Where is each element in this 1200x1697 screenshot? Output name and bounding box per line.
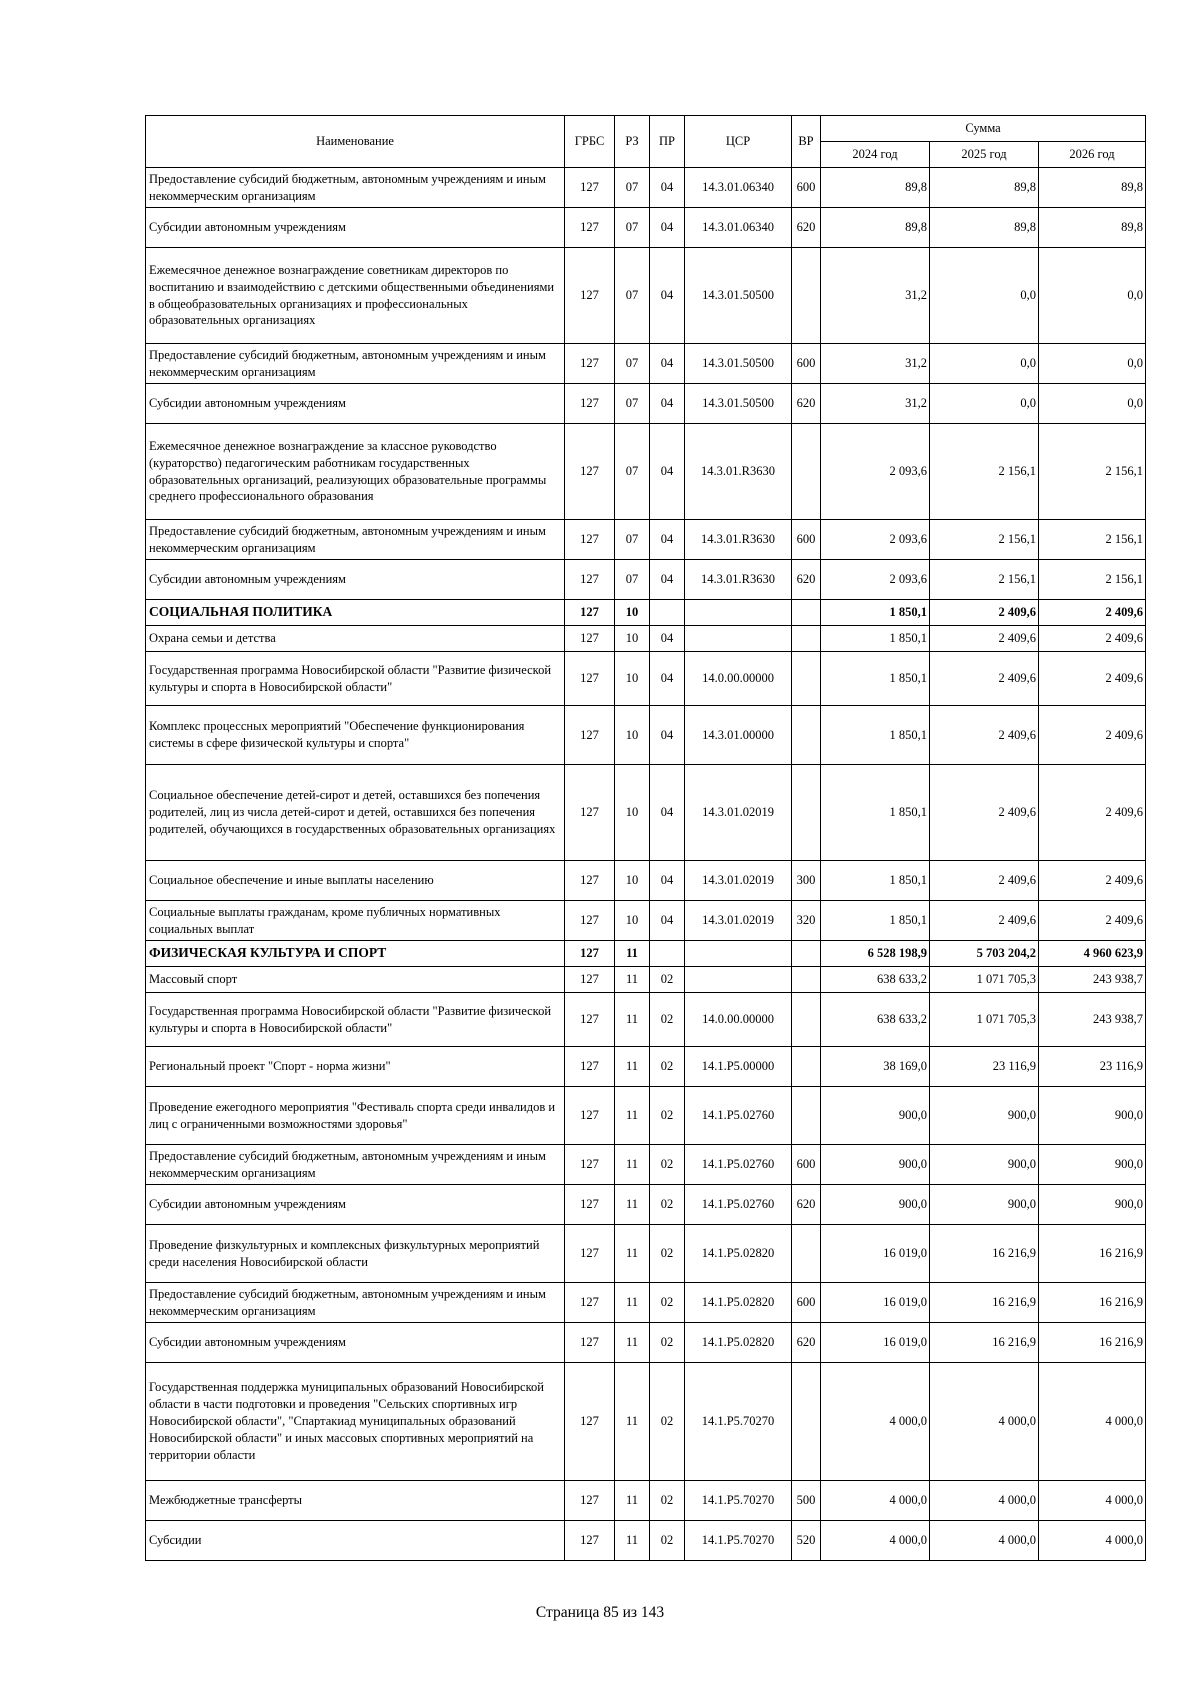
cell-vr: 600 — [792, 1145, 821, 1185]
cell-y2024: 1 850,1 — [821, 706, 930, 765]
table-row — [146, 626, 1146, 652]
cell-y2024: 1 850,1 — [821, 861, 930, 901]
cell-grbs: 127 — [565, 941, 615, 967]
cell-y2024: 4 000,0 — [821, 1363, 930, 1481]
table-row — [146, 861, 1146, 901]
cell-vr — [792, 1047, 821, 1087]
cell-name: Предоставление субсидий бюджетным, автономным учреждениям и иным некоммерческим организациям — [146, 344, 565, 384]
cell-grbs: 127 — [565, 344, 615, 384]
cell-rz: 11 — [615, 1521, 650, 1561]
table-row — [146, 941, 1146, 967]
cell-rz: 10 — [615, 706, 650, 765]
cell-y2025: 2 156,1 — [930, 520, 1039, 560]
cell-csr: 14.1.P5.70270 — [685, 1363, 792, 1481]
cell-rz: 10 — [615, 600, 650, 626]
cell-csr — [685, 600, 792, 626]
cell-y2025: 0,0 — [930, 344, 1039, 384]
cell-vr — [792, 1363, 821, 1481]
cell-grbs: 127 — [565, 1521, 615, 1561]
cell-pr: 02 — [650, 1145, 685, 1185]
cell-y2025: 16 216,9 — [930, 1225, 1039, 1283]
cell-y2026: 4 000,0 — [1039, 1363, 1146, 1481]
cell-csr: 14.3.01.R3630 — [685, 520, 792, 560]
cell-name: Субсидии автономным учреждениям — [146, 384, 565, 424]
cell-y2025: 2 409,6 — [930, 765, 1039, 861]
cell-name: Субсидии — [146, 1521, 565, 1561]
cell-vr: 500 — [792, 1481, 821, 1521]
cell-csr: 14.1.P5.00000 — [685, 1047, 792, 1087]
cell-y2024: 38 169,0 — [821, 1047, 930, 1087]
cell-y2025: 23 116,9 — [930, 1047, 1039, 1087]
table-row — [146, 1145, 1146, 1185]
cell-rz: 10 — [615, 652, 650, 706]
cell-rz: 11 — [615, 1145, 650, 1185]
header-year-2024: 2024 год — [821, 142, 930, 168]
cell-y2025: 0,0 — [930, 384, 1039, 424]
cell-csr: 14.3.01.02019 — [685, 861, 792, 901]
cell-grbs: 127 — [565, 248, 615, 344]
cell-name: Государственная программа Новосибирской области "Развитие физической культуры и спорта в Новосибирской области" — [146, 652, 565, 706]
cell-vr: 520 — [792, 1521, 821, 1561]
cell-grbs: 127 — [565, 600, 615, 626]
cell-grbs: 127 — [565, 1283, 615, 1323]
cell-pr: 02 — [650, 1283, 685, 1323]
cell-vr: 600 — [792, 344, 821, 384]
cell-y2025: 4 000,0 — [930, 1363, 1039, 1481]
cell-y2026: 16 216,9 — [1039, 1225, 1146, 1283]
cell-rz: 11 — [615, 1225, 650, 1283]
cell-name: Социальное обеспечение детей-сирот и детей, оставшихся без попечения родителей, лиц из числа детей-сирот и детей, оставшихся без попечения родителей, обучающихся в государственных образовательных организациях — [146, 765, 565, 861]
cell-name: Региональный проект "Спорт - норма жизни" — [146, 1047, 565, 1087]
cell-y2025: 4 000,0 — [930, 1521, 1039, 1561]
cell-vr — [792, 765, 821, 861]
cell-rz: 11 — [615, 1047, 650, 1087]
cell-csr: 14.3.01.50500 — [685, 248, 792, 344]
cell-name: Комплекс процессных мероприятий "Обеспечение функционирования системы в сфере физической культуры и спорта" — [146, 706, 565, 765]
cell-y2026: 89,8 — [1039, 208, 1146, 248]
cell-y2026: 16 216,9 — [1039, 1283, 1146, 1323]
cell-y2025: 0,0 — [930, 248, 1039, 344]
cell-y2026: 2 156,1 — [1039, 520, 1146, 560]
cell-y2024: 2 093,6 — [821, 520, 930, 560]
cell-vr: 300 — [792, 861, 821, 901]
table-header — [146, 116, 1146, 168]
cell-y2024: 4 000,0 — [821, 1481, 930, 1521]
cell-y2026: 23 116,9 — [1039, 1047, 1146, 1087]
cell-pr: 02 — [650, 1185, 685, 1225]
table-row — [146, 560, 1146, 600]
cell-rz: 10 — [615, 765, 650, 861]
cell-pr: 04 — [650, 208, 685, 248]
cell-vr: 600 — [792, 1283, 821, 1323]
page-number: Страница 85 из 143 — [535, 1604, 665, 1621]
header-grbs: ГРБС — [565, 116, 615, 168]
cell-csr: 14.3.01.06340 — [685, 208, 792, 248]
table-row — [146, 1185, 1146, 1225]
cell-rz: 07 — [615, 520, 650, 560]
table-row — [146, 1225, 1146, 1283]
cell-y2025: 5 703 204,2 — [930, 941, 1039, 967]
cell-rz: 10 — [615, 901, 650, 941]
cell-name: Предоставление субсидий бюджетным, автономным учреждениям и иным некоммерческим организациям — [146, 1145, 565, 1185]
cell-rz: 11 — [615, 993, 650, 1047]
cell-rz: 11 — [615, 1481, 650, 1521]
cell-pr: 02 — [650, 1521, 685, 1561]
cell-y2024: 4 000,0 — [821, 1521, 930, 1561]
cell-name: Массовый спорт — [146, 967, 565, 993]
cell-y2024: 638 633,2 — [821, 967, 930, 993]
cell-vr — [792, 652, 821, 706]
cell-vr: 620 — [792, 560, 821, 600]
cell-y2026: 0,0 — [1039, 384, 1146, 424]
cell-grbs: 127 — [565, 1225, 615, 1283]
cell-pr: 04 — [650, 652, 685, 706]
cell-y2026: 4 000,0 — [1039, 1521, 1146, 1561]
cell-y2025: 1 071 705,3 — [930, 993, 1039, 1047]
cell-rz: 11 — [615, 967, 650, 993]
cell-name: Предоставление субсидий бюджетным, автономным учреждениям и иным некоммерческим организациям — [146, 520, 565, 560]
cell-grbs: 127 — [565, 168, 615, 208]
cell-grbs: 127 — [565, 993, 615, 1047]
cell-grbs: 127 — [565, 384, 615, 424]
cell-grbs: 127 — [565, 1145, 615, 1185]
table-row — [146, 993, 1146, 1047]
cell-grbs: 127 — [565, 560, 615, 600]
cell-name: Проведение физкультурных и комплексных физкультурных мероприятий среди населения Новосибирской области — [146, 1225, 565, 1283]
cell-grbs: 127 — [565, 626, 615, 652]
cell-rz: 07 — [615, 384, 650, 424]
cell-name: Проведение ежегодного мероприятия "Фестиваль спорта среди инвалидов и лиц с ограниченными возможностями здоровья" — [146, 1087, 565, 1145]
cell-pr: 02 — [650, 1363, 685, 1481]
cell-csr — [685, 967, 792, 993]
cell-vr — [792, 1225, 821, 1283]
cell-vr: 600 — [792, 168, 821, 208]
table-row — [146, 424, 1146, 520]
cell-name: ФИЗИЧЕСКАЯ КУЛЬТУРА И СПОРТ — [146, 941, 565, 967]
cell-name: Государственная программа Новосибирской области "Развитие физической культуры и спорта в Новосибирской области" — [146, 993, 565, 1047]
cell-csr: 14.0.00.00000 — [685, 652, 792, 706]
cell-y2026: 89,8 — [1039, 168, 1146, 208]
table-row — [146, 600, 1146, 626]
cell-pr: 04 — [650, 560, 685, 600]
cell-y2024: 89,8 — [821, 168, 930, 208]
cell-grbs: 127 — [565, 861, 615, 901]
cell-y2026: 4 000,0 — [1039, 1481, 1146, 1521]
cell-y2025: 2 409,6 — [930, 626, 1039, 652]
cell-rz: 07 — [615, 248, 650, 344]
cell-csr: 14.3.01.50500 — [685, 344, 792, 384]
cell-name: Охрана семьи и детства — [146, 626, 565, 652]
cell-grbs: 127 — [565, 520, 615, 560]
cell-y2024: 1 850,1 — [821, 626, 930, 652]
cell-y2024: 31,2 — [821, 384, 930, 424]
cell-y2024: 900,0 — [821, 1185, 930, 1225]
cell-rz: 11 — [615, 1087, 650, 1145]
cell-grbs: 127 — [565, 1363, 615, 1481]
cell-y2025: 2 156,1 — [930, 424, 1039, 520]
cell-pr: 02 — [650, 1481, 685, 1521]
cell-rz: 11 — [615, 941, 650, 967]
table-row — [146, 706, 1146, 765]
table-row — [146, 967, 1146, 993]
cell-y2024: 2 093,6 — [821, 424, 930, 520]
cell-csr: 14.1.P5.02760 — [685, 1145, 792, 1185]
cell-vr — [792, 967, 821, 993]
cell-y2024: 1 850,1 — [821, 600, 930, 626]
cell-csr — [685, 941, 792, 967]
cell-y2024: 6 528 198,9 — [821, 941, 930, 967]
cell-grbs: 127 — [565, 424, 615, 520]
cell-rz: 11 — [615, 1185, 650, 1225]
cell-name: Государственная поддержка муниципальных образований Новосибирской области в части подготовки и проведения "Сельских спортивных игр Новосибирской области", "Спартакиад муниципальных образований Новосибирской области" и иных массовых спортивных мероприятий на территории области — [146, 1363, 565, 1481]
cell-vr: 620 — [792, 1185, 821, 1225]
cell-name: Субсидии автономным учреждениям — [146, 1185, 565, 1225]
cell-name: Субсидии автономным учреждениям — [146, 1323, 565, 1363]
cell-name: Социальные выплаты гражданам, кроме публичных нормативных социальных выплат — [146, 901, 565, 941]
cell-rz: 07 — [615, 168, 650, 208]
cell-pr: 02 — [650, 1225, 685, 1283]
cell-y2026: 4 960 623,9 — [1039, 941, 1146, 967]
cell-grbs: 127 — [565, 765, 615, 861]
cell-y2025: 2 409,6 — [930, 652, 1039, 706]
cell-vr — [792, 1087, 821, 1145]
cell-y2024: 31,2 — [821, 248, 930, 344]
cell-pr: 02 — [650, 1047, 685, 1087]
cell-y2024: 900,0 — [821, 1145, 930, 1185]
table-row — [146, 168, 1146, 208]
cell-pr — [650, 941, 685, 967]
cell-y2026: 2 409,6 — [1039, 706, 1146, 765]
cell-y2024: 89,8 — [821, 208, 930, 248]
cell-pr: 04 — [650, 520, 685, 560]
cell-y2024: 1 850,1 — [821, 652, 930, 706]
cell-y2025: 16 216,9 — [930, 1323, 1039, 1363]
cell-y2025: 2 409,6 — [930, 861, 1039, 901]
cell-pr: 04 — [650, 765, 685, 861]
cell-vr: 600 — [792, 520, 821, 560]
cell-y2024: 1 850,1 — [821, 765, 930, 861]
cell-csr: 14.3.01.02019 — [685, 901, 792, 941]
cell-rz: 07 — [615, 424, 650, 520]
cell-grbs: 127 — [565, 208, 615, 248]
table-row — [146, 520, 1146, 560]
cell-grbs: 127 — [565, 1481, 615, 1521]
cell-rz: 10 — [615, 861, 650, 901]
cell-y2025: 2 409,6 — [930, 600, 1039, 626]
cell-name: Межбюджетные трансферты — [146, 1481, 565, 1521]
cell-name: Субсидии автономным учреждениям — [146, 208, 565, 248]
cell-name: Субсидии автономным учреждениям — [146, 560, 565, 600]
cell-name: СОЦИАЛЬНАЯ ПОЛИТИКА — [146, 600, 565, 626]
cell-vr — [792, 993, 821, 1047]
cell-y2025: 16 216,9 — [930, 1283, 1039, 1323]
cell-pr: 04 — [650, 248, 685, 344]
cell-pr: 04 — [650, 626, 685, 652]
cell-grbs: 127 — [565, 1323, 615, 1363]
cell-csr: 14.1.P5.02760 — [685, 1185, 792, 1225]
cell-pr: 02 — [650, 967, 685, 993]
table-row — [146, 248, 1146, 344]
cell-rz: 07 — [615, 208, 650, 248]
cell-csr: 14.3.01.R3630 — [685, 424, 792, 520]
cell-y2025: 900,0 — [930, 1087, 1039, 1145]
cell-grbs: 127 — [565, 967, 615, 993]
cell-y2026: 900,0 — [1039, 1185, 1146, 1225]
cell-pr — [650, 600, 685, 626]
cell-rz: 07 — [615, 344, 650, 384]
cell-y2026: 900,0 — [1039, 1087, 1146, 1145]
cell-y2026: 2 409,6 — [1039, 652, 1146, 706]
table-row — [146, 344, 1146, 384]
cell-vr — [792, 626, 821, 652]
cell-csr: 14.3.01.50500 — [685, 384, 792, 424]
table-row — [146, 765, 1146, 861]
cell-name: Ежемесячное денежное вознаграждение за классное руководство (кураторство) педагогическим работникам государственных образовательных организаций, реализующих образовательные программы среднего профессионального образования — [146, 424, 565, 520]
cell-pr: 04 — [650, 344, 685, 384]
cell-name: Социальное обеспечение и иные выплаты населению — [146, 861, 565, 901]
cell-csr: 14.1.P5.02820 — [685, 1225, 792, 1283]
cell-y2026: 2 409,6 — [1039, 626, 1146, 652]
cell-grbs: 127 — [565, 1087, 615, 1145]
cell-y2026: 16 216,9 — [1039, 1323, 1146, 1363]
cell-grbs: 127 — [565, 706, 615, 765]
header-pr: ПР — [650, 116, 685, 168]
cell-y2025: 2 409,6 — [930, 706, 1039, 765]
cell-csr — [685, 626, 792, 652]
cell-y2025: 1 071 705,3 — [930, 967, 1039, 993]
cell-pr: 02 — [650, 993, 685, 1047]
cell-rz: 07 — [615, 560, 650, 600]
cell-csr: 14.3.01.R3630 — [685, 560, 792, 600]
cell-y2024: 1 850,1 — [821, 901, 930, 941]
cell-csr: 14.1.P5.02820 — [685, 1283, 792, 1323]
table-row — [146, 901, 1146, 941]
cell-y2025: 2 409,6 — [930, 901, 1039, 941]
cell-grbs: 127 — [565, 652, 615, 706]
cell-csr: 14.3.01.06340 — [685, 168, 792, 208]
cell-y2026: 243 938,7 — [1039, 993, 1146, 1047]
cell-pr: 02 — [650, 1087, 685, 1145]
header-rz: РЗ — [615, 116, 650, 168]
cell-rz: 11 — [615, 1283, 650, 1323]
table-row — [146, 1283, 1146, 1323]
cell-vr — [792, 941, 821, 967]
cell-y2024: 16 019,0 — [821, 1283, 930, 1323]
cell-vr: 320 — [792, 901, 821, 941]
cell-y2025: 2 156,1 — [930, 560, 1039, 600]
cell-y2025: 89,8 — [930, 208, 1039, 248]
cell-y2024: 900,0 — [821, 1087, 930, 1145]
cell-y2026: 243 938,7 — [1039, 967, 1146, 993]
cell-grbs: 127 — [565, 1185, 615, 1225]
cell-vr — [792, 248, 821, 344]
cell-y2026: 900,0 — [1039, 1145, 1146, 1185]
table-row — [146, 384, 1146, 424]
cell-y2026: 0,0 — [1039, 248, 1146, 344]
table-row — [146, 1047, 1146, 1087]
cell-y2025: 900,0 — [930, 1185, 1039, 1225]
cell-y2024: 2 093,6 — [821, 560, 930, 600]
table-row — [146, 1087, 1146, 1145]
table-row — [146, 1481, 1146, 1521]
table-row — [146, 652, 1146, 706]
cell-pr: 04 — [650, 424, 685, 520]
cell-csr: 14.1.P5.70270 — [685, 1481, 792, 1521]
cell-pr: 04 — [650, 168, 685, 208]
cell-csr: 14.3.01.02019 — [685, 765, 792, 861]
cell-csr: 14.1.P5.02760 — [685, 1087, 792, 1145]
cell-pr: 02 — [650, 1323, 685, 1363]
cell-y2026: 2 156,1 — [1039, 424, 1146, 520]
cell-y2026: 2 409,6 — [1039, 861, 1146, 901]
cell-vr — [792, 706, 821, 765]
cell-vr: 620 — [792, 208, 821, 248]
cell-y2024: 638 633,2 — [821, 993, 930, 1047]
cell-y2024: 31,2 — [821, 344, 930, 384]
table-row — [146, 1521, 1146, 1561]
cell-y2025: 89,8 — [930, 168, 1039, 208]
cell-y2026: 2 409,6 — [1039, 901, 1146, 941]
cell-csr: 14.3.01.00000 — [685, 706, 792, 765]
cell-csr: 14.1.P5.02820 — [685, 1323, 792, 1363]
cell-rz: 11 — [615, 1363, 650, 1481]
cell-name: Предоставление субсидий бюджетным, автономным учреждениям и иным некоммерческим организациям — [146, 168, 565, 208]
budget-table — [145, 115, 1146, 1561]
cell-y2025: 4 000,0 — [930, 1481, 1039, 1521]
cell-y2024: 16 019,0 — [821, 1225, 930, 1283]
cell-y2026: 2 409,6 — [1039, 765, 1146, 861]
cell-rz: 11 — [615, 1323, 650, 1363]
header-name: Наименование — [146, 116, 565, 168]
cell-name: Предоставление субсидий бюджетным, автономным учреждениям и иным некоммерческим организациям — [146, 1283, 565, 1323]
cell-grbs: 127 — [565, 1047, 615, 1087]
table-row — [146, 1363, 1146, 1481]
cell-pr: 04 — [650, 706, 685, 765]
cell-pr: 04 — [650, 901, 685, 941]
table-body — [146, 168, 1146, 1561]
cell-vr — [792, 424, 821, 520]
cell-name: Ежемесячное денежное вознаграждение советникам директоров по воспитанию и взаимодействию с детскими общественными объединениями в общеобразовательных организациях и профессиональных образовательных организациях — [146, 248, 565, 344]
header-sum: Сумма — [821, 116, 1146, 142]
header-csr: ЦСР — [685, 116, 792, 168]
header-year-2025: 2025 год — [930, 142, 1039, 168]
cell-y2026: 0,0 — [1039, 344, 1146, 384]
cell-csr: 14.0.00.00000 — [685, 993, 792, 1047]
header-vr: ВР — [792, 116, 821, 168]
cell-pr: 04 — [650, 384, 685, 424]
table-row — [146, 1323, 1146, 1363]
cell-y2026: 2 409,6 — [1039, 600, 1146, 626]
cell-y2025: 900,0 — [930, 1145, 1039, 1185]
cell-pr: 04 — [650, 861, 685, 901]
cell-vr: 620 — [792, 1323, 821, 1363]
cell-y2024: 16 019,0 — [821, 1323, 930, 1363]
cell-rz: 10 — [615, 626, 650, 652]
cell-vr: 620 — [792, 384, 821, 424]
table-row — [146, 208, 1146, 248]
header-year-2026: 2026 год — [1039, 142, 1146, 168]
cell-vr — [792, 600, 821, 626]
cell-grbs: 127 — [565, 901, 615, 941]
cell-y2026: 2 156,1 — [1039, 560, 1146, 600]
cell-csr: 14.1.P5.70270 — [685, 1521, 792, 1561]
